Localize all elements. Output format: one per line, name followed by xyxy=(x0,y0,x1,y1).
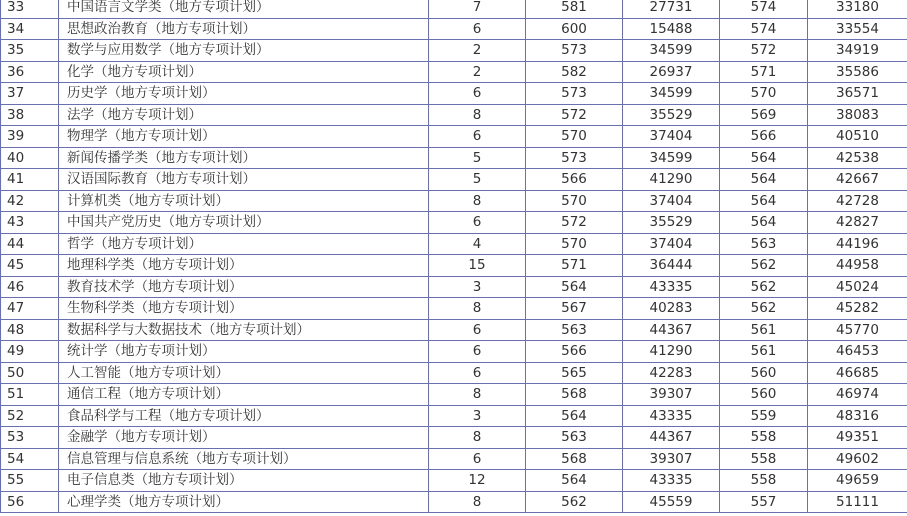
lowest-score-cell: 566 xyxy=(720,126,808,148)
table-row xyxy=(1,126,907,148)
major-name-cell: 通信工程（地方专项计划） xyxy=(59,384,429,406)
highest-score-cell: 563 xyxy=(526,319,623,341)
highest-score-cell: 571 xyxy=(526,255,623,277)
highest-score-cell: 564 xyxy=(526,470,623,492)
plan-count-cell: 6 xyxy=(429,362,526,384)
highest-rank-cell: 42283 xyxy=(623,362,720,384)
row-index-cell: 41 xyxy=(1,169,59,191)
plan-count-cell: 6 xyxy=(429,18,526,40)
major-name-cell: 数学与应用数学（地方专项计划） xyxy=(59,40,429,62)
highest-rank-cell: 15488 xyxy=(623,18,720,40)
highest-rank-cell: 37404 xyxy=(623,126,720,148)
plan-count-cell: 6 xyxy=(429,319,526,341)
lowest-score-cell: 562 xyxy=(720,298,808,320)
lowest-rank-cell: 42667 xyxy=(808,169,907,191)
plan-count-cell: 3 xyxy=(429,276,526,298)
table-row xyxy=(1,169,907,191)
plan-count-cell: 4 xyxy=(429,233,526,255)
highest-rank-cell: 37404 xyxy=(623,190,720,212)
lowest-score-cell: 564 xyxy=(720,190,808,212)
lowest-rank-cell: 42827 xyxy=(808,212,907,234)
lowest-score-cell: 570 xyxy=(720,83,808,105)
table-row xyxy=(1,104,907,126)
lowest-score-cell: 558 xyxy=(720,427,808,449)
major-name-cell: 地理科学类（地方专项计划） xyxy=(59,255,429,277)
major-name-cell: 电子信息类（地方专项计划） xyxy=(59,470,429,492)
row-index-cell: 51 xyxy=(1,384,59,406)
lowest-score-cell: 574 xyxy=(720,18,808,40)
plan-count-cell: 8 xyxy=(429,384,526,406)
table-row xyxy=(1,427,907,449)
lowest-score-cell: 562 xyxy=(720,255,808,277)
lowest-rank-cell: 40510 xyxy=(808,126,907,148)
highest-rank-cell: 44367 xyxy=(623,319,720,341)
row-index-cell: 36 xyxy=(1,61,59,83)
plan-count-cell: 8 xyxy=(429,104,526,126)
highest-rank-cell: 27731 xyxy=(623,0,720,18)
lowest-rank-cell: 42728 xyxy=(808,190,907,212)
highest-score-cell: 573 xyxy=(526,83,623,105)
lowest-score-cell: 557 xyxy=(720,491,808,513)
major-name-cell: 中国语言文学类（地方专项计划） xyxy=(59,0,429,18)
plan-count-cell: 6 xyxy=(429,126,526,148)
table-row xyxy=(1,341,907,363)
lowest-rank-cell: 49659 xyxy=(808,470,907,492)
highest-score-cell: 600 xyxy=(526,18,623,40)
major-name-cell: 物理学（地方专项计划） xyxy=(59,126,429,148)
lowest-rank-cell: 46974 xyxy=(808,384,907,406)
highest-score-cell: 564 xyxy=(526,405,623,427)
row-index-cell: 54 xyxy=(1,448,59,470)
highest-score-cell: 582 xyxy=(526,61,623,83)
row-index-cell: 34 xyxy=(1,18,59,40)
lowest-rank-cell: 44196 xyxy=(808,233,907,255)
highest-score-cell: 562 xyxy=(526,491,623,513)
highest-score-cell: 568 xyxy=(526,384,623,406)
plan-count-cell: 6 xyxy=(429,83,526,105)
lowest-score-cell: 564 xyxy=(720,169,808,191)
highest-rank-cell: 40283 xyxy=(623,298,720,320)
table-body xyxy=(1,0,907,513)
highest-score-cell: 570 xyxy=(526,233,623,255)
highest-rank-cell: 35529 xyxy=(623,104,720,126)
table-row xyxy=(1,61,907,83)
highest-score-cell: 572 xyxy=(526,104,623,126)
plan-count-cell: 8 xyxy=(429,298,526,320)
row-index-cell: 55 xyxy=(1,470,59,492)
plan-count-cell: 8 xyxy=(429,190,526,212)
row-index-cell: 39 xyxy=(1,126,59,148)
plan-count-cell: 2 xyxy=(429,61,526,83)
lowest-score-cell: 571 xyxy=(720,61,808,83)
table-row xyxy=(1,405,907,427)
lowest-score-cell: 558 xyxy=(720,470,808,492)
table-row xyxy=(1,298,907,320)
plan-count-cell: 3 xyxy=(429,405,526,427)
row-index-cell: 33 xyxy=(1,0,59,18)
highest-rank-cell: 39307 xyxy=(623,384,720,406)
lowest-rank-cell: 33180 xyxy=(808,0,907,18)
major-name-cell: 中国共产党历史（地方专项计划） xyxy=(59,212,429,234)
highest-score-cell: 566 xyxy=(526,341,623,363)
highest-score-cell: 573 xyxy=(526,40,623,62)
major-name-cell: 生物科学类（地方专项计划） xyxy=(59,298,429,320)
major-name-cell: 食品科学与工程（地方专项计划） xyxy=(59,405,429,427)
highest-score-cell: 563 xyxy=(526,427,623,449)
highest-score-cell: 564 xyxy=(526,276,623,298)
lowest-rank-cell: 33554 xyxy=(808,18,907,40)
highest-score-cell: 565 xyxy=(526,362,623,384)
table-row xyxy=(1,384,907,406)
highest-score-cell: 568 xyxy=(526,448,623,470)
highest-rank-cell: 41290 xyxy=(623,169,720,191)
row-index-cell: 42 xyxy=(1,190,59,212)
plan-count-cell: 6 xyxy=(429,212,526,234)
highest-rank-cell: 26937 xyxy=(623,61,720,83)
plan-count-cell: 8 xyxy=(429,491,526,513)
row-index-cell: 48 xyxy=(1,319,59,341)
lowest-score-cell: 564 xyxy=(720,212,808,234)
highest-rank-cell: 34599 xyxy=(623,147,720,169)
highest-score-cell: 573 xyxy=(526,147,623,169)
lowest-rank-cell: 51111 xyxy=(808,491,907,513)
table-row xyxy=(1,212,907,234)
row-index-cell: 53 xyxy=(1,427,59,449)
table-row xyxy=(1,448,907,470)
table-row xyxy=(1,255,907,277)
highest-score-cell: 566 xyxy=(526,169,623,191)
lowest-rank-cell: 35586 xyxy=(808,61,907,83)
lowest-rank-cell: 48316 xyxy=(808,405,907,427)
major-name-cell: 人工智能（地方专项计划） xyxy=(59,362,429,384)
highest-score-cell: 570 xyxy=(526,126,623,148)
major-name-cell: 信息管理与信息系统（地方专项计划） xyxy=(59,448,429,470)
lowest-rank-cell: 38083 xyxy=(808,104,907,126)
row-index-cell: 35 xyxy=(1,40,59,62)
table-row xyxy=(1,491,907,513)
lowest-score-cell: 559 xyxy=(720,405,808,427)
lowest-rank-cell: 45282 xyxy=(808,298,907,320)
lowest-rank-cell: 36571 xyxy=(808,83,907,105)
lowest-rank-cell: 45024 xyxy=(808,276,907,298)
highest-rank-cell: 45559 xyxy=(623,491,720,513)
major-name-cell: 法学（地方专项计划） xyxy=(59,104,429,126)
lowest-score-cell: 569 xyxy=(720,104,808,126)
row-index-cell: 52 xyxy=(1,405,59,427)
lowest-rank-cell: 46453 xyxy=(808,341,907,363)
major-name-cell: 统计学（地方专项计划） xyxy=(59,341,429,363)
lowest-rank-cell: 34919 xyxy=(808,40,907,62)
highest-rank-cell: 39307 xyxy=(623,448,720,470)
plan-count-cell: 7 xyxy=(429,0,526,18)
table-row xyxy=(1,40,907,62)
table-row xyxy=(1,362,907,384)
plan-count-cell: 5 xyxy=(429,147,526,169)
lowest-rank-cell: 45770 xyxy=(808,319,907,341)
highest-score-cell: 572 xyxy=(526,212,623,234)
plan-count-cell: 6 xyxy=(429,341,526,363)
major-name-cell: 心理学类（地方专项计划） xyxy=(59,491,429,513)
highest-rank-cell: 36444 xyxy=(623,255,720,277)
row-index-cell: 45 xyxy=(1,255,59,277)
plan-count-cell: 15 xyxy=(429,255,526,277)
major-name-cell: 教育技术学（地方专项计划） xyxy=(59,276,429,298)
lowest-score-cell: 574 xyxy=(720,0,808,18)
highest-rank-cell: 43335 xyxy=(623,470,720,492)
table-row xyxy=(1,83,907,105)
lowest-score-cell: 558 xyxy=(720,448,808,470)
major-name-cell: 历史学（地方专项计划） xyxy=(59,83,429,105)
plan-count-cell: 2 xyxy=(429,40,526,62)
highest-rank-cell: 35529 xyxy=(623,212,720,234)
row-index-cell: 50 xyxy=(1,362,59,384)
lowest-rank-cell: 46685 xyxy=(808,362,907,384)
highest-score-cell: 567 xyxy=(526,298,623,320)
row-index-cell: 37 xyxy=(1,83,59,105)
plan-count-cell: 6 xyxy=(429,448,526,470)
major-name-cell: 新闻传播学类（地方专项计划） xyxy=(59,147,429,169)
major-name-cell: 哲学（地方专项计划） xyxy=(59,233,429,255)
lowest-rank-cell: 44958 xyxy=(808,255,907,277)
highest-score-cell: 581 xyxy=(526,0,623,18)
plan-count-cell: 12 xyxy=(429,470,526,492)
major-name-cell: 计算机类（地方专项计划） xyxy=(59,190,429,212)
lowest-score-cell: 561 xyxy=(720,341,808,363)
table-row xyxy=(1,233,907,255)
lowest-score-cell: 564 xyxy=(720,147,808,169)
lowest-rank-cell: 49602 xyxy=(808,448,907,470)
lowest-score-cell: 560 xyxy=(720,362,808,384)
plan-count-cell: 5 xyxy=(429,169,526,191)
lowest-rank-cell: 49351 xyxy=(808,427,907,449)
highest-rank-cell: 34599 xyxy=(623,83,720,105)
lowest-rank-cell: 42538 xyxy=(808,147,907,169)
major-name-cell: 金融学（地方专项计划） xyxy=(59,427,429,449)
lowest-score-cell: 561 xyxy=(720,319,808,341)
row-index-cell: 47 xyxy=(1,298,59,320)
lowest-score-cell: 563 xyxy=(720,233,808,255)
plan-count-cell: 8 xyxy=(429,427,526,449)
lowest-score-cell: 572 xyxy=(720,40,808,62)
row-index-cell: 38 xyxy=(1,104,59,126)
table-row xyxy=(1,0,907,18)
major-name-cell: 汉语国际教育（地方专项计划） xyxy=(59,169,429,191)
table-row xyxy=(1,276,907,298)
table-row xyxy=(1,319,907,341)
row-index-cell: 44 xyxy=(1,233,59,255)
table-row xyxy=(1,190,907,212)
highest-rank-cell: 34599 xyxy=(623,40,720,62)
row-index-cell: 40 xyxy=(1,147,59,169)
highest-rank-cell: 37404 xyxy=(623,233,720,255)
table-row xyxy=(1,18,907,40)
row-index-cell: 43 xyxy=(1,212,59,234)
row-index-cell: 46 xyxy=(1,276,59,298)
highest-rank-cell: 44367 xyxy=(623,427,720,449)
major-name-cell: 数据科学与大数据技术（地方专项计划） xyxy=(59,319,429,341)
highest-rank-cell: 43335 xyxy=(623,276,720,298)
highest-rank-cell: 43335 xyxy=(623,405,720,427)
table-row xyxy=(1,147,907,169)
lowest-score-cell: 560 xyxy=(720,384,808,406)
highest-score-cell: 570 xyxy=(526,190,623,212)
row-index-cell: 56 xyxy=(1,491,59,513)
row-index-cell: 49 xyxy=(1,341,59,363)
highest-rank-cell: 41290 xyxy=(623,341,720,363)
lowest-score-cell: 562 xyxy=(720,276,808,298)
table-row xyxy=(1,470,907,492)
major-name-cell: 化学（地方专项计划） xyxy=(59,61,429,83)
major-name-cell: 思想政治教育（地方专项计划） xyxy=(59,18,429,40)
